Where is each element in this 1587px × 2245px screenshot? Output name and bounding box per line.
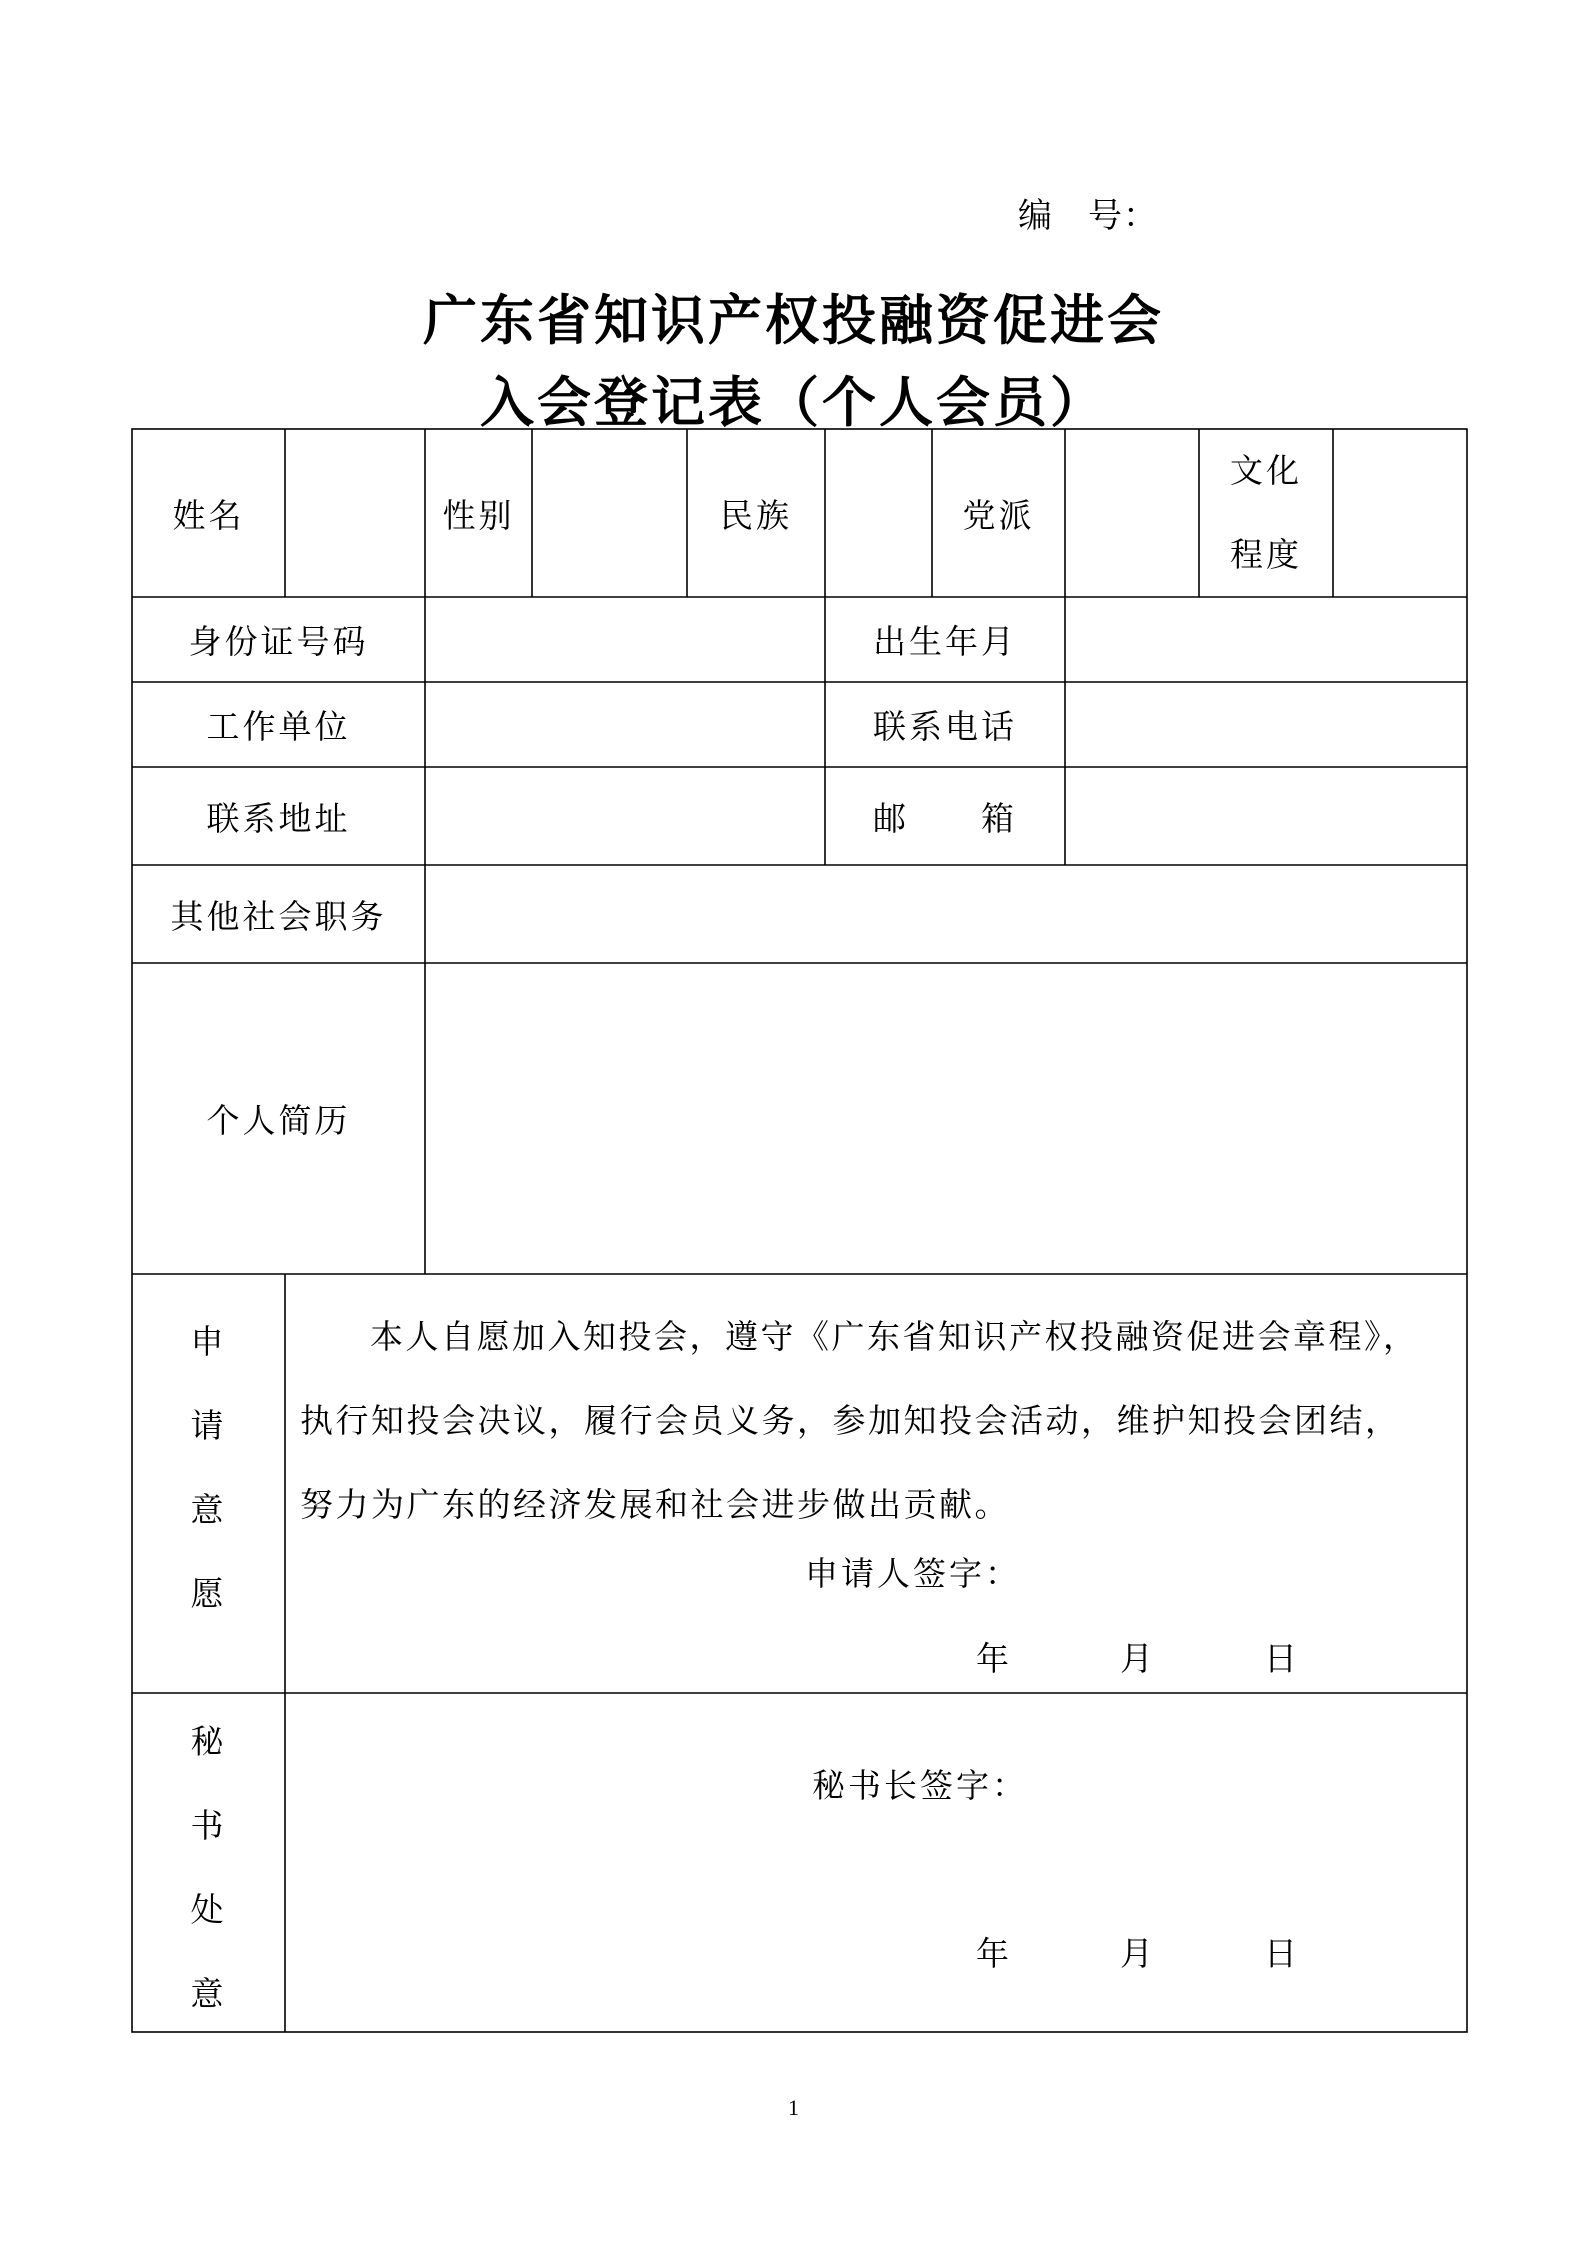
education-label-line2: 程度 [1230, 535, 1302, 574]
education-label [1199, 429, 1333, 597]
statement-line-2: 执行知投会决议，履行会员义务，参加知投会活动，维护知投会团结， [300, 1401, 1401, 1440]
name-label: 姓名 [172, 495, 245, 535]
gender-value-cell[interactable] [532, 429, 687, 597]
other-duties-value-cell[interactable] [425, 865, 1467, 963]
birth-value-cell[interactable] [1065, 597, 1467, 682]
resume-value-cell[interactable] [425, 963, 1467, 1274]
secretariat-label-char: 秘 [190, 1722, 227, 1761]
page-number: 1 [788, 2095, 799, 2120]
application-label-char: 愿 [190, 1574, 227, 1613]
work-unit-label: 工作单位 [206, 707, 351, 746]
name-value-cell[interactable] [285, 429, 425, 597]
secretariat-label-char: 处 [190, 1890, 227, 1929]
address-label: 联系地址 [206, 798, 351, 838]
email-label: 邮 箱 [873, 798, 1017, 838]
form-title: 广东省知识产权投融资促进会 [423, 288, 1164, 352]
secretariat-label-char: 意 [190, 1974, 227, 2013]
applicant-signature-area[interactable] [285, 1560, 1467, 1670]
phone-label: 联系电话 [873, 707, 1017, 746]
work-unit-value-cell[interactable] [425, 682, 825, 767]
applicant-date-line: 年 月 日 [976, 1639, 1300, 1678]
secretariat-label-char: 书 [190, 1806, 227, 1845]
address-value-cell[interactable] [425, 767, 825, 865]
phone-value-cell[interactable] [1065, 682, 1467, 767]
id-number-label: 身份证号码 [188, 622, 369, 661]
application-label-char: 意 [190, 1490, 227, 1529]
applicant-signature-label: 申请人签字： [805, 1554, 1021, 1593]
education-value-cell[interactable] [1333, 429, 1467, 597]
birth-label: 出生年月 [873, 622, 1017, 661]
secretariat-label [132, 1700, 285, 2030]
other-duties-label: 其他社会职务 [170, 896, 387, 936]
application-label [132, 1300, 285, 1680]
form-subtitle: 入会登记表（个人会员） [480, 370, 1107, 434]
secretary-date-line: 年 月 日 [976, 1934, 1300, 1973]
party-label: 党派 [962, 495, 1035, 535]
statement-line-1: 本人自愿加入知投会，遵守《广东省知识产权投融资促进会章程》， [370, 1317, 1419, 1356]
ethnicity-value-cell[interactable] [825, 429, 932, 597]
application-label-char: 请 [190, 1406, 227, 1445]
party-value-cell[interactable] [1065, 429, 1199, 597]
serial-number-label: 编 号： [1018, 196, 1158, 236]
application-statement [300, 1295, 1470, 1547]
id-number-value-cell[interactable] [425, 597, 825, 682]
statement-line-3: 努力为广东的经济发展和社会进步做出贡献。 [300, 1485, 1010, 1524]
gender-label: 性别 [442, 495, 515, 535]
resume-label: 个人简历 [206, 1101, 351, 1140]
secretary-signature-label: 秘书长签字： [812, 1766, 1028, 1805]
application-label-char: 申 [190, 1322, 227, 1361]
email-value-cell[interactable] [1065, 767, 1467, 865]
secretary-signature-area[interactable] [285, 1810, 1467, 1910]
education-label-line1: 文化 [1230, 451, 1302, 490]
ethnicity-label: 民族 [720, 495, 792, 535]
